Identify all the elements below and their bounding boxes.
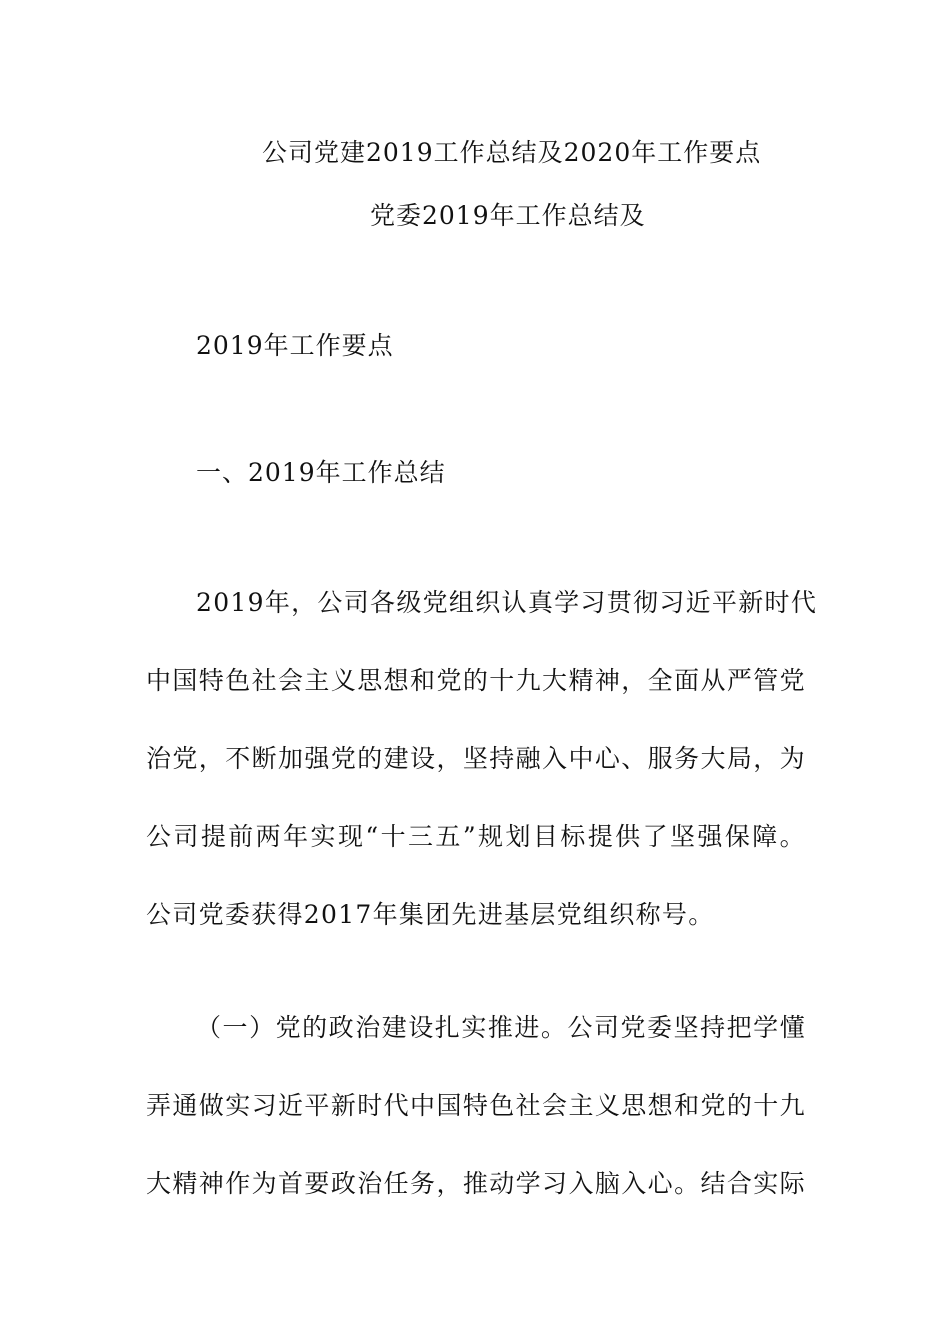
paragraph-1-line: 中国特色社会主义思想和党的十九大精神，全面从严管党 bbox=[146, 666, 806, 695]
document-title-line-1: 公司党建2019工作总结及2020年工作要点 bbox=[262, 138, 762, 167]
paragraph-2-line: 大精神作为首要政治任务，推动学习入脑入心。结合实际 bbox=[146, 1169, 806, 1198]
paragraph-1 bbox=[146, 588, 818, 930]
paragraph-2-line: （一）党的政治建设扎实推进。公司党委坚持把学懂 bbox=[196, 1013, 806, 1042]
document-subtitle: 2019年工作要点 bbox=[196, 331, 394, 360]
paragraph-1-line: 治党，不断加强党的建设，坚持融入中心、服务大局，为 bbox=[146, 744, 806, 773]
paragraph-2 bbox=[146, 1013, 806, 1199]
document-title-line-2: 党委2019年工作总结及 bbox=[370, 201, 646, 230]
paragraph-2-line: 弄通做实习近平新时代中国特色社会主义思想和党的十九 bbox=[146, 1091, 806, 1120]
paragraph-1-line: 公司提前两年实现“十三五”规划目标提供了坚强保障。 bbox=[146, 822, 806, 851]
paragraph-1-line: 2019年，公司各级党组织认真学习贯彻习近平新时代 bbox=[196, 588, 818, 617]
section-heading-1: 一、2019年工作总结 bbox=[196, 458, 446, 487]
paragraph-1-line: 公司党委获得2017年集团先进基层党组织称号。 bbox=[146, 900, 715, 929]
